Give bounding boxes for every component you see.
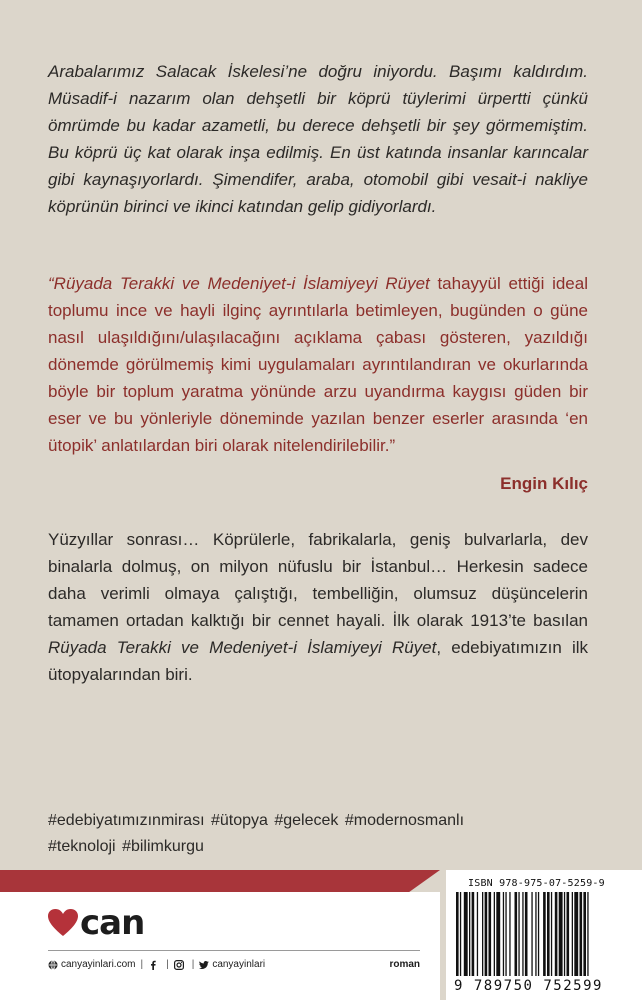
twitter-icon[interactable] xyxy=(199,960,209,970)
hashtag: #modernosmanlı xyxy=(344,812,465,829)
barcode xyxy=(446,870,642,1000)
description-book-title: Rüyada Terakki ve Medeniyet-i İslamiyeyi Rüyet xyxy=(48,638,437,657)
description-paragraph xyxy=(48,526,588,688)
red-accent-band xyxy=(0,870,440,892)
heart-icon xyxy=(48,909,78,937)
description-part2: , edebiyatımızın ilk ütopyalarından biri. xyxy=(48,638,589,684)
hashtag-list xyxy=(48,808,568,860)
quote-text: tahayyül ettiği ideal toplumu ince ve hayli ilginç ayrıntılarla betimleyen, bugünden o güne nasıl ulaşıldığını/ulaşılacağını açıklama çabası gösteren, yazıldığı dönemde görülmemiş kimi uygulamaları ayrıntılandıran ve okurlarında böyle bir toplum yaratma yönünde arzu uyandırma kaygısı güden bir eser ve bu yönleriyle döneminde yazılan benzer eserler arasında ‘en ütopik’ anlatılardan biri olarak nitelendirilebilir.” xyxy=(48,274,588,455)
quote-author: Engin Kılıç xyxy=(500,474,588,493)
social-handle[interactable]: canyayinlari xyxy=(212,959,266,970)
separator: | xyxy=(166,959,169,970)
footer-divider xyxy=(48,950,420,951)
separator: | xyxy=(140,959,144,970)
instagram-icon[interactable] xyxy=(174,960,184,970)
hashtag: #edebiyatımızınmirası xyxy=(48,812,205,829)
separator: | xyxy=(191,959,195,970)
barcode-bars xyxy=(456,892,632,978)
hashtag: #teknoloji xyxy=(48,838,116,855)
logo-wordmark: can xyxy=(80,903,145,943)
isbn-label: ISBN 978-975-07-5259-9 xyxy=(468,878,605,889)
publisher-footer xyxy=(48,959,420,970)
ean-digits: 9 789750 752599 xyxy=(454,978,603,994)
hashtag: #gelecek xyxy=(274,812,339,829)
quote-book-title: “Rüyada Terakki ve Medeniyet-i İslamiyeyi Rüyet xyxy=(48,274,430,293)
website-link[interactable]: canyayinlari.com xyxy=(61,959,136,970)
excerpt-paragraph: Arabalarımız Salacak İskelesi’ne doğru iniyordu. Başımı kaldırdım. Müsadif-i nazarım olan dehşetli bir köprü tüylerimi ürpertti çünkü ömrümde bu kadar azametli, bu derece dehşetli bir şey görmemiştim. Bu köprü üç kat olarak inşa edilmiş. En üst katında insanlar karıncalar gibi kaynaşıyorlardı. Şimendifer, araba, otomobil gibi vesait-i nakliye köprünün birinci ve ikinci katından gelip gidiyorlardı. xyxy=(48,62,588,216)
facebook-icon[interactable] xyxy=(148,960,158,970)
category-label: roman xyxy=(389,959,420,970)
publisher-logo xyxy=(48,903,144,943)
hashtag: #bilimkurgu xyxy=(122,838,204,855)
hashtag: #ütopya xyxy=(210,812,268,829)
globe-icon xyxy=(48,960,58,970)
description-part1: Yüzyıllar sonrası… Köprülerle, fabrikalarla, geniş bulvarlarla, dev binalarla dolmuş, on milyon nüfuslu bir İstanbul… Herkesin sadece daha verimli olmaya çalıştığı, tembelliğin, olumsuz düşüncelerin tamamen ortadan kalktığı bir cennet hayali. İlk olarak 1913’te basılan xyxy=(48,530,588,630)
quote-paragraph xyxy=(48,270,588,459)
